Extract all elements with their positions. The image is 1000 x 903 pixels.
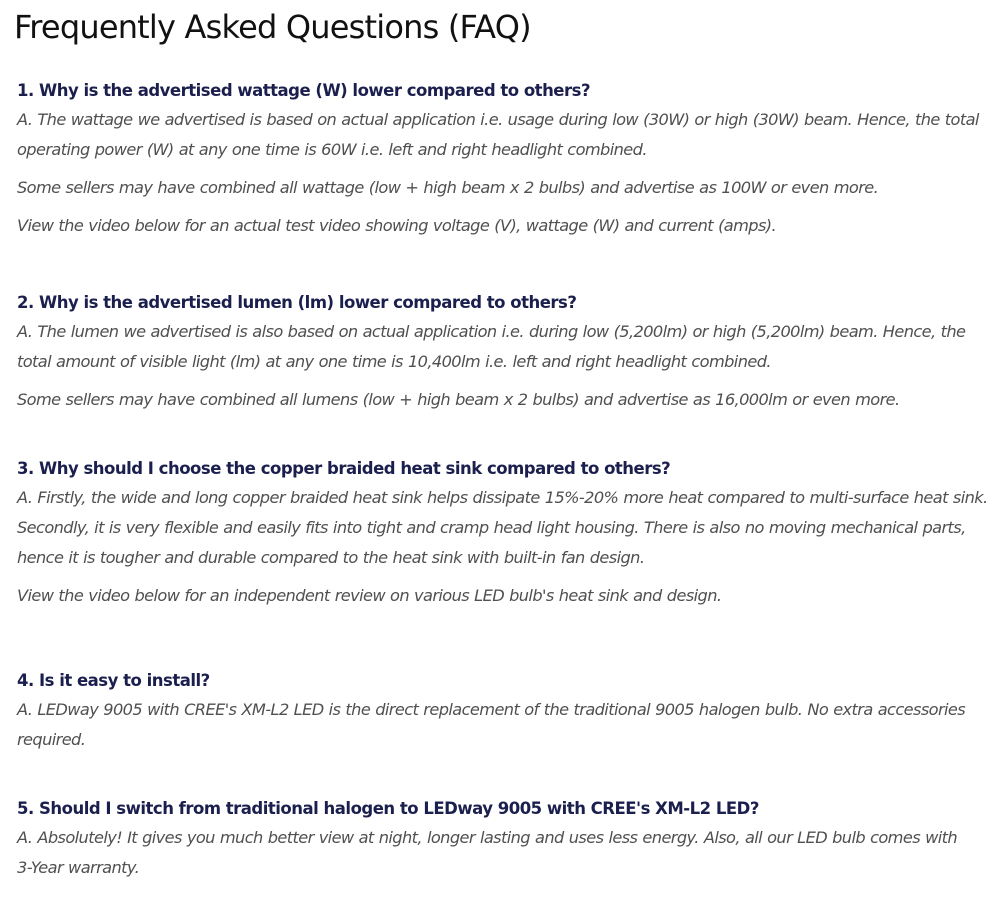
faq-question-5: 5. Should I switch from traditional halogen to LEDway 9005 with CREE's XM-L2 LED? xyxy=(17,799,759,818)
faq-video-note-1: View the video below for an actual test video showing voltage (V), wattage (W) and current (amps). xyxy=(17,216,777,235)
faq-item-4 xyxy=(17,671,997,755)
faq-question-4: 4. Is it easy to install? xyxy=(17,671,210,690)
faq-answer-5: A. Absolutely! It gives you much better view at night, longer lasting and uses less energy. Also, all our LED bulb comes with 3-Year warranty. xyxy=(17,828,958,877)
faq-item-2 xyxy=(17,293,997,415)
faq-note-2: Some sellers may have combined all lumens (low + high beam x 2 bulbs) and advertise as 16,000lm or even more. xyxy=(17,390,900,409)
faq-answer-1: A. The wattage we advertised is based on actual application i.e. usage during low (30W) or high (30W) beam. Hence, the total operating power (W) at any one time is 60W i.e. left and right headlight combined. xyxy=(17,110,979,159)
faq-question-3: 3. Why should I choose the copper braided heat sink compared to others? xyxy=(17,459,671,478)
page-title: Frequently Asked Questions (FAQ) xyxy=(14,8,531,46)
faq-item-3 xyxy=(17,459,997,611)
faq-question-2: 2. Why is the advertised lumen (lm) lower compared to others? xyxy=(17,293,577,312)
faq-video-note-3: View the video below for an independent review on various LED bulb's heat sink and design. xyxy=(17,586,722,605)
faq-answer-4: A. LEDway 9005 with CREE's XM-L2 LED is the direct replacement of the traditional 9005 halogen bulb. No extra accessories required. xyxy=(17,700,966,749)
faq-item-1 xyxy=(17,81,997,241)
faq-note-1: Some sellers may have combined all wattage (low + high beam x 2 bulbs) and advertise as 100W or even more. xyxy=(17,178,879,197)
faq-item-5 xyxy=(17,799,997,883)
faq-answer-3: A. Firstly, the wide and long copper braided heat sink helps dissipate 15%-20% more heat compared to multi-surface heat sink. Secondly, it is very flexible and easily fits into tight and cramp head light housing. There is also no moving mechanical parts, hence it is tougher and durable compared to the heat sink with built-in fan design. xyxy=(17,488,988,567)
faq-question-1: 1. Why is the advertised wattage (W) lower compared to others? xyxy=(17,81,591,100)
faq-answer-2: A. The lumen we advertised is also based on actual application i.e. during low (5,200lm) or high (5,200lm) beam. Hence, the total amount of visible light (lm) at any one time is 10,400lm i.e. left and right headlight combined. xyxy=(17,322,966,371)
